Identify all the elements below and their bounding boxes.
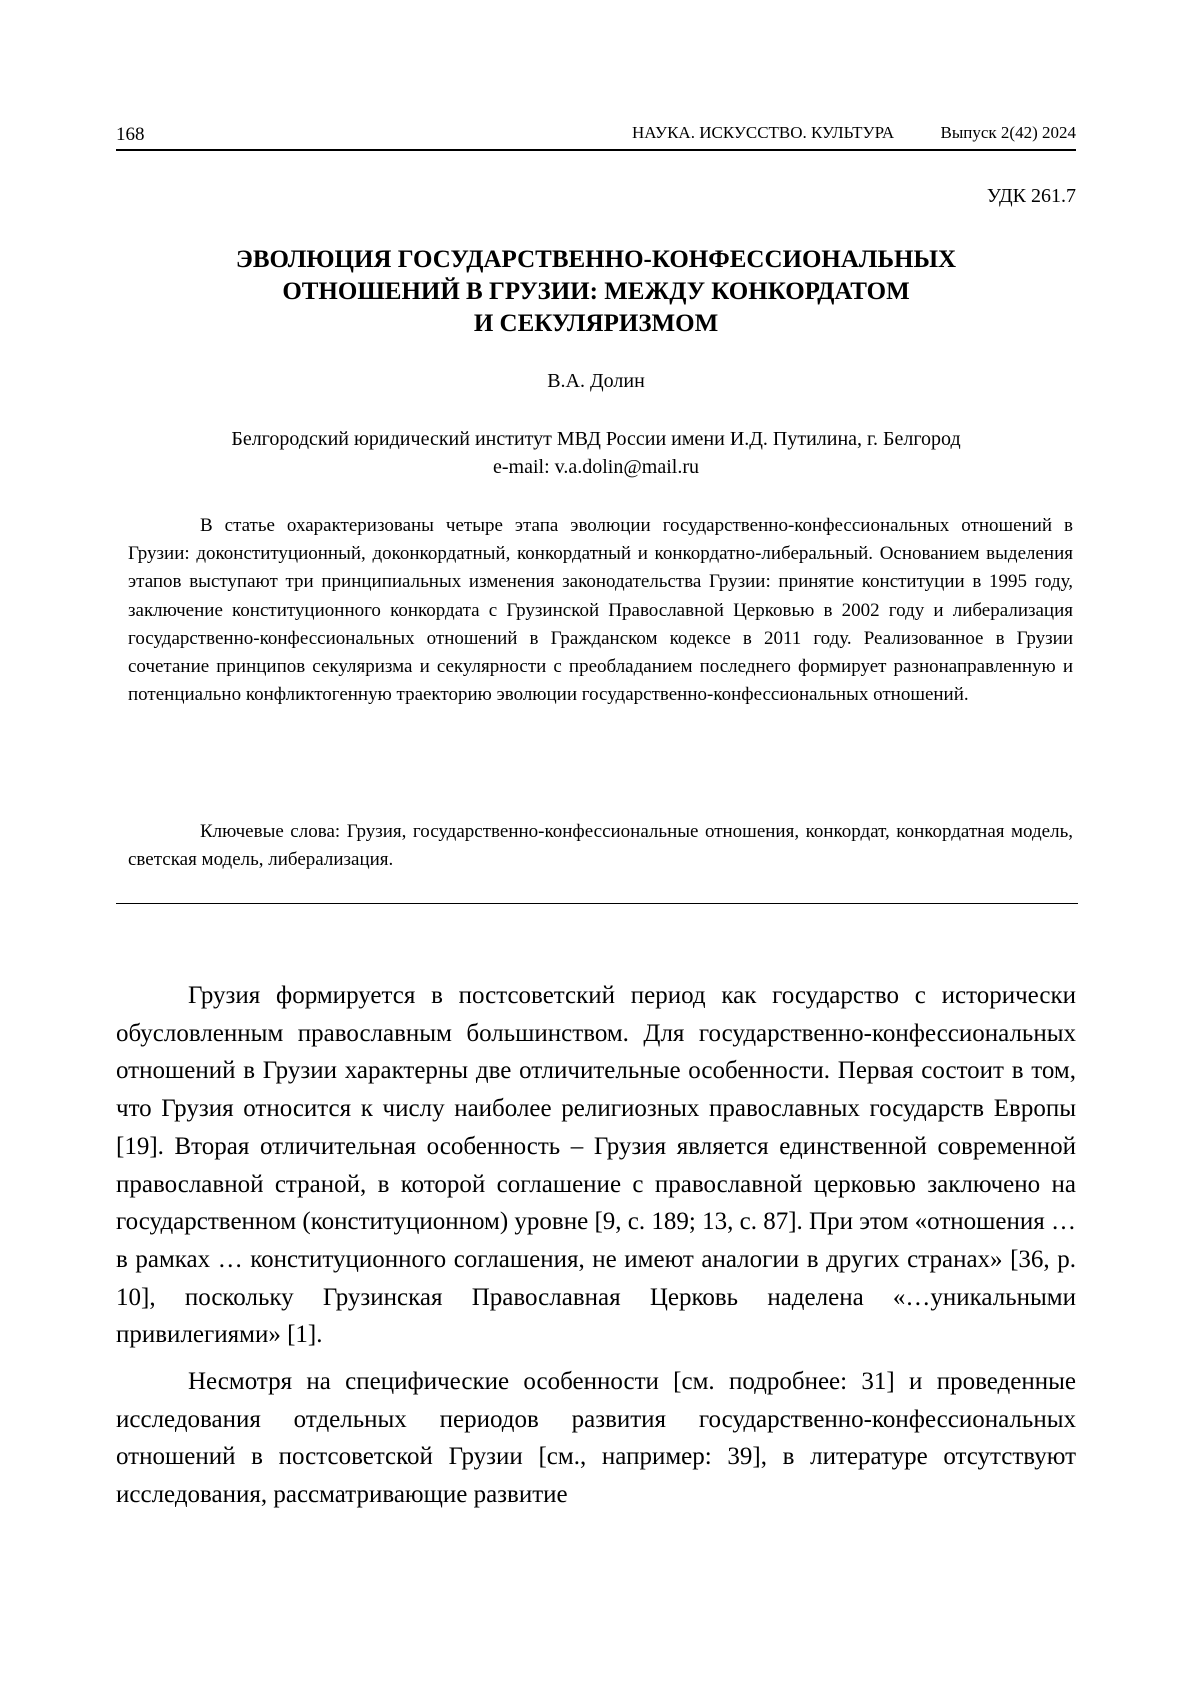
keywords <box>128 818 1073 874</box>
running-header <box>116 122 1076 146</box>
header-divider <box>116 149 1076 151</box>
udc-code: УДК 261.7 <box>986 185 1076 207</box>
author-email: e-mail: v.a.dolin@mail.ru <box>493 456 699 478</box>
journal-title: НАУКА. ИСКУССТВО. КУЛЬТУРА <box>632 123 895 142</box>
body-paragraph: Несмотря на специфические особенности [см. подробнее: 31] и проведенные исследования отдельных периодов развития государственно-конфессиональных отношений в постсоветской Грузии [см., например: 39], в литературе отсутствуют исследования, рассматривающие развитие <box>116 1368 1076 1509</box>
issue-number: Выпуск 2(42) 2024 <box>940 123 1076 142</box>
title-line: И СЕКУЛЯРИЗМОМ <box>473 310 719 337</box>
abstract: В статье охарактеризованы четыре этапа эволюции государственно-конфессиональных отношений в Грузии: доконституционный, доконкордатный, конкордатный и конкордатно-либеральный. Основанием выделения этапов выступают три принципиальных изменения законодательства Грузии: принятие конституции в 1995 году, заключение конституционного конкордата с Грузинской Православной Церковью в 2002 году и либерализация государственно-конфессиональных отношений в Гражданском кодексе в 2011 году. Реализованное в Грузии сочетание принципов секуляризма и секулярности с преобладанием последнего формирует разнонаправленную и потенциально конфликтогенную траекторию эволюции государственно-конфессиональных отношений. <box>128 515 1073 706</box>
keywords-text: Грузия, государственно-конфессиональные отношения, конкордат, конкордатная модель, светская модель, либерализация. <box>128 821 1073 870</box>
author-affiliation <box>116 425 1076 481</box>
institution: Белгородский юридический институт МВД России имени И.Д. Путилина, г. Белгород <box>231 428 961 450</box>
article-body <box>116 977 1076 1514</box>
title-line: ЭВОЛЮЦИЯ ГОСУДАРСТВЕННО-КОНФЕССИОНАЛЬНЫХ <box>235 246 957 273</box>
title-line: ОТНОШЕНИЙ В ГРУЗИИ: МЕЖДУ КОНКОРДАТОМ <box>282 278 910 305</box>
keywords-label: Ключевые слова: <box>200 821 341 842</box>
section-divider <box>116 903 1078 904</box>
author-name: В.А. Долин <box>547 370 645 392</box>
page-number: 168 <box>116 124 145 145</box>
body-paragraph: Грузия формируется в постсоветский период как государство с исторически обусловленным православным большинством. Для государственно-конфессиональных отношений в Грузии характерны две отличительные особенности. Первая состоит в том, что Грузия относится к числу наиболее религиозных православных государств Европы [19]. Вторая отличительная особенность – Грузия является единственной современной православной страной, в которой соглашение с православной церковью заключено на государственном (конституционном) уровне [9, с. 189; 13, с. 87]. При этом «отношения … в рамках … конституционного соглашения, не имеют аналогии в других странах» [36, p. 10], поскольку Грузинская Православная Церковь наделена «…уникальными привилегиями» [1]. <box>116 982 1076 1349</box>
article-title <box>116 244 1076 340</box>
